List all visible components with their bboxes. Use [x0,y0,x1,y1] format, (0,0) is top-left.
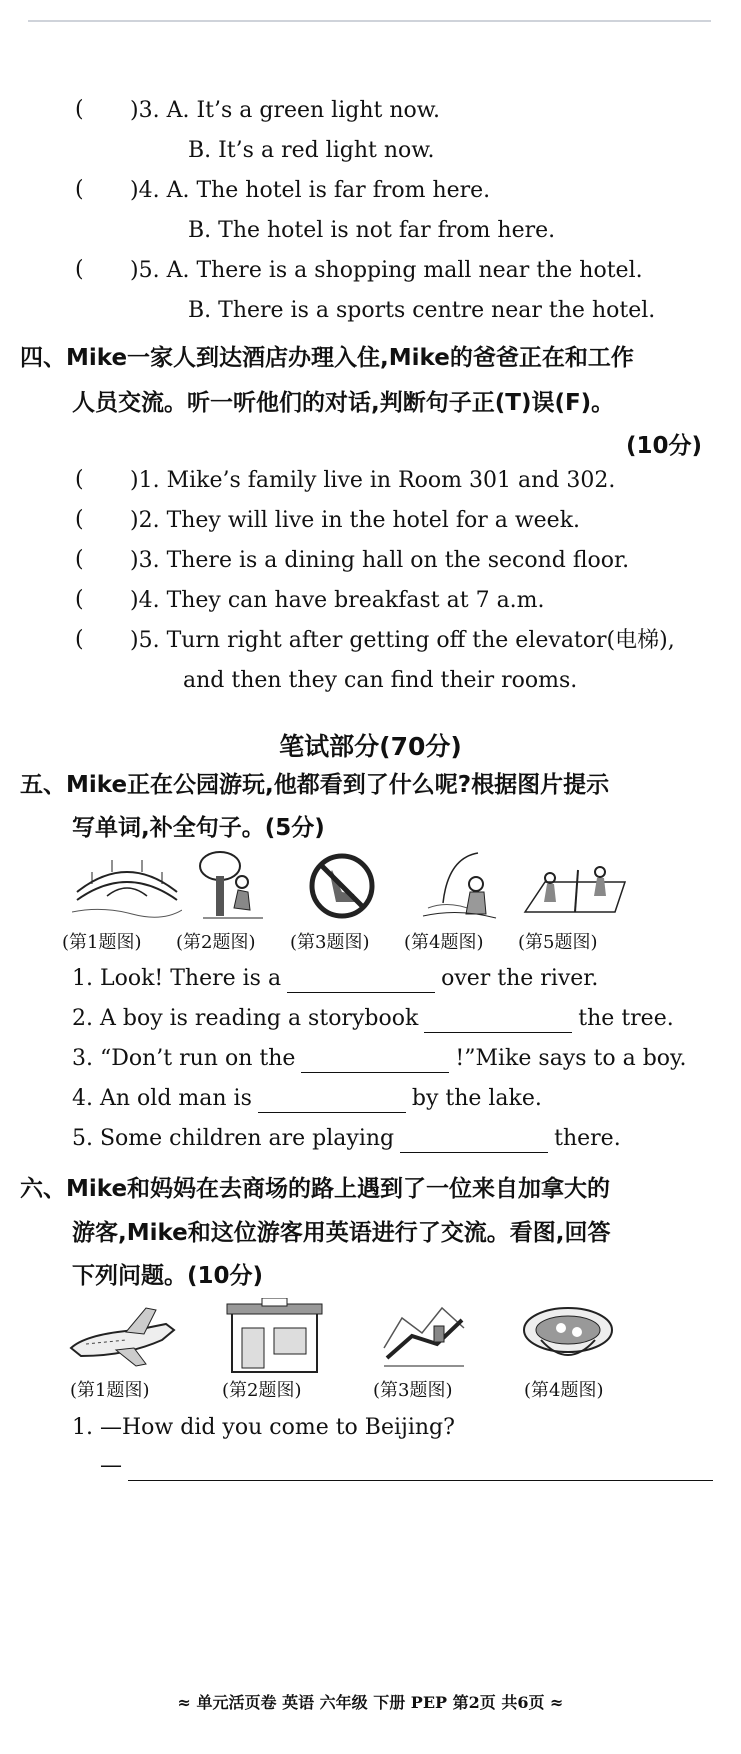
answer-blank[interactable] [400,1132,548,1153]
no-walking-on-grass-picture [308,852,376,920]
bridge-picture [72,852,182,922]
sec6-heading-line2: 游客,Mike和这位游客用英语进行了交流。看图,回答 [72,1220,611,1246]
sentence-part: 4. An old man is [72,1086,252,1111]
answer-line[interactable] [128,1480,713,1481]
written-part-title: 笔试部分(70分) [279,732,462,761]
sentence-part: by the lake. [411,1086,542,1111]
answer-paren: ( [75,257,84,282]
children-badminton-picture [520,852,630,922]
page-footer: ≈ 单元活页卷 英语 六年级 下册 PEP 第2页 共6页 ≈ [177,1693,564,1712]
boy-under-tree-picture [198,848,268,923]
sentence-part: the tree. [578,1006,674,1031]
great-wall-picture [382,1298,467,1370]
sec5-caption-5: (第5题图) [518,932,598,953]
answer-paren: ( [75,177,84,202]
sentence-part: 2. A boy is reading a storybook [72,1006,419,1031]
answer-blank[interactable] [258,1092,406,1113]
sec4-item-5-cont: and then they can find their rooms. [183,668,578,693]
sec5-caption-2: (第2题图) [176,932,256,953]
sec6-caption-3: (第3题图) [373,1380,453,1401]
sec4-item-5: )5. Turn right after getting off the elevator(电梯), [130,628,675,653]
sec5-caption-3: (第3题图) [290,932,370,953]
sec6-caption-4: (第4题图) [524,1380,604,1401]
sec4-item-3: )3. There is a dining hall on the second floor. [130,548,630,573]
shop-building-picture [222,1298,327,1376]
sec5-sentence-5 [72,1125,621,1153]
sec3-item-4: )4. A. The hotel is far from here. [130,178,491,203]
sec5-heading-line1: 五、Mike正在公园游玩,他都看到了什么呢?根据图片提示 [20,772,610,798]
sec4-item-1: )1. Mike’s family live in Room 301 and 302. [130,468,616,493]
sentence-part: 5. Some children are playing [72,1126,395,1151]
sentence-part: over the river. [441,966,599,991]
sec5-heading-line2: 写单词,补全句子。(5分) [72,815,325,841]
answer-paren: ( [75,507,84,532]
airplane-picture [66,1300,181,1372]
sec5-sentence-4 [72,1085,542,1113]
sec4-heading-line1: 四、Mike一家人到达酒店办理入住,Mike的爸爸正在和工作 [20,345,634,371]
sec6-answer-dash: — [100,1453,122,1478]
sec6-heading-line1: 六、Mike和妈妈在去商场的路上遇到了一位来自加拿大的 [20,1176,611,1202]
sec3-item-5-b: B. There is a sports centre near the hotel. [188,298,656,323]
sec6-caption-2: (第2题图) [222,1380,302,1401]
sec6-question-1: 1. —How did you come to Beijing? [72,1415,455,1440]
sec5-caption-4: (第4题图) [404,932,484,953]
sec5-sentence-2 [72,1005,674,1033]
top-divider [28,20,711,22]
answer-blank[interactable] [301,1052,449,1073]
answer-paren: ( [75,587,84,612]
noodle-bowl-picture [521,1300,616,1370]
sec3-item-3-b: B. It’s a red light now. [188,138,435,163]
sec3-item-5: )5. A. There is a shopping mall near the hotel. [130,258,643,283]
sentence-part: there. [554,1126,621,1151]
answer-paren: ( [75,467,84,492]
sentence-part: !”Mike says to a boy. [455,1046,687,1071]
old-man-fishing-picture [418,848,498,923]
sec4-heading-line2: 人员交流。听一听他们的对话,判断句子正(T)误(F)。 [72,390,615,416]
sec4-item-4: )4. They can have breakfast at 7 a.m. [130,588,545,613]
sec6-caption-1: (第1题图) [70,1380,150,1401]
sec6-heading-line3: 下列问题。(10分) [72,1263,264,1289]
sentence-part: 3. “Don’t run on the [72,1046,296,1071]
sec4-item-2: )2. They will live in the hotel for a week. [130,508,581,533]
sec5-sentence-3 [72,1045,687,1073]
answer-paren: ( [75,547,84,572]
sentence-part: 1. Look! There is a [72,966,282,991]
answer-blank[interactable] [424,1012,572,1033]
answer-blank[interactable] [287,972,435,993]
sec5-caption-1: (第1题图) [62,932,142,953]
sec5-sentence-1 [72,965,598,993]
sec4-score: (10分) [626,433,703,459]
sec3-item-3: )3. A. It’s a green light now. [130,98,440,123]
sec3-item-4-b: B. The hotel is not far from here. [188,218,556,243]
answer-paren: ( [75,627,84,652]
answer-paren: ( [75,97,84,122]
